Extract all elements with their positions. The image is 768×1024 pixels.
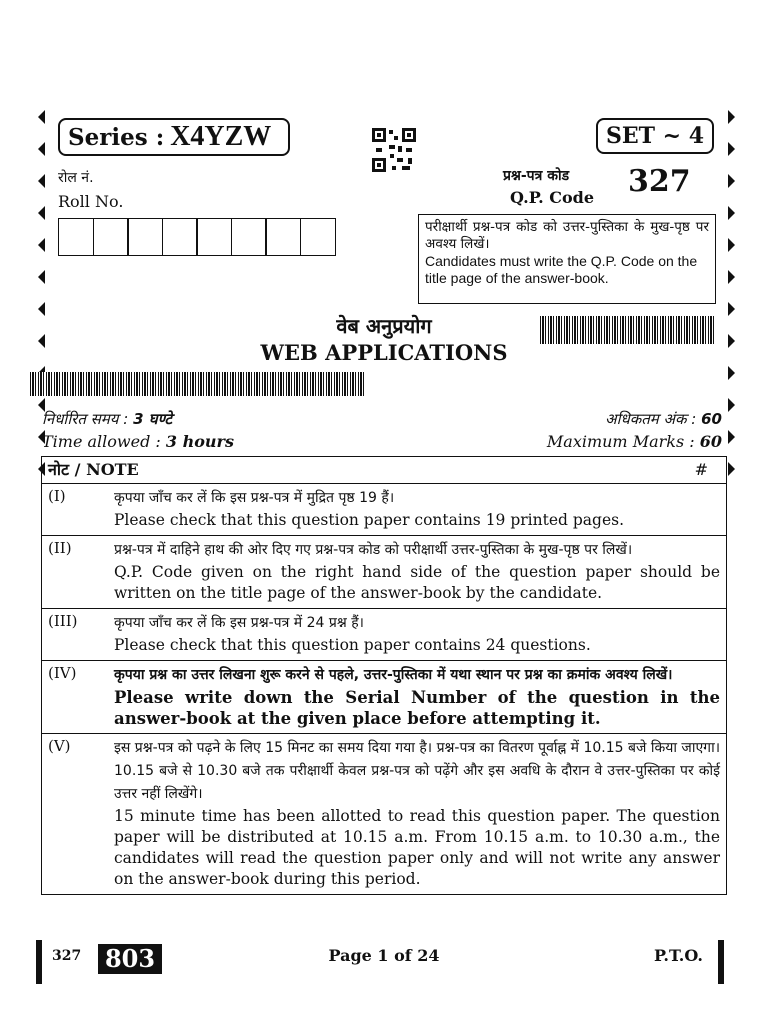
- barcode-left: [30, 372, 366, 396]
- note-item-hi: कृपया प्रश्न का उत्तर लिखना शुरू करने से पहले, उत्तर-पुस्तिका में यथा स्थान पर प्रश्न का क्रमांक अवश्य लिखें।: [114, 667, 673, 683]
- roll-no-box[interactable]: [58, 218, 94, 256]
- note-item-number: (V): [48, 737, 71, 755]
- max-marks-hi: [605, 409, 722, 429]
- series-box: [58, 118, 290, 156]
- footer-code: 327: [52, 948, 82, 964]
- roll-no-box[interactable]: [265, 218, 301, 256]
- time-en-value: 3 hours: [165, 432, 234, 451]
- note-item: [42, 661, 726, 734]
- note-item: [42, 734, 726, 894]
- note-heading-text: नोट / NOTE: [48, 460, 139, 479]
- note-item-en: Please check that this question paper contains 24 questions.: [114, 636, 591, 654]
- time-en-label: Time allowed :: [42, 432, 161, 451]
- series-label: Series :: [68, 123, 165, 151]
- note-item: [42, 609, 726, 661]
- note-item-en: 15 minute time has been allotted to read this question paper. The question paper will be distributed at 10.15 a.m. From 10.15 a.m. to 10.30 a.m., the candidates will read the question paper only and will not write any answer on the answer-book during this period.: [114, 807, 720, 888]
- roll-no-box[interactable]: [231, 218, 267, 256]
- qr-code-icon: [372, 128, 416, 172]
- roll-no-box[interactable]: [127, 218, 163, 256]
- max-marks-en: [547, 432, 722, 451]
- qp-code-notice: [418, 214, 716, 304]
- note-item-number: (III): [48, 612, 78, 630]
- qp-code-value: 327: [628, 164, 691, 199]
- note-item-en: Please write down the Serial Number of the question in the answer-book at the given place before attempting it.: [114, 688, 720, 728]
- marks-hi-label: अधिकतम अंक :: [605, 410, 697, 428]
- marks-en-label: Maximum Marks :: [546, 432, 695, 451]
- marks-hi-value: 60: [701, 410, 722, 428]
- roll-no-label-en: Roll No.: [58, 192, 124, 211]
- page-number: Page 1 of 24: [328, 946, 440, 965]
- qp-code-label-en: Q.P. Code: [510, 188, 595, 207]
- note-item: [42, 484, 726, 536]
- time-allowed-en: [42, 432, 234, 451]
- roll-no-boxes[interactable]: [58, 218, 334, 256]
- note-item-en: Please check that this question paper contains 19 printed pages.: [114, 511, 625, 529]
- footer-bar-right: [718, 940, 724, 984]
- note-table: [41, 456, 727, 895]
- note-item-hi: प्रश्न-पत्र में दाहिने हाथ की ओर दिए गए प्रश्न-पत्र कोड को परीक्षार्थी उत्तर-पुस्तिका के मुख-पृष्ठ पर लिखें।: [114, 542, 633, 558]
- note-heading: [42, 457, 726, 484]
- note-hash: #: [694, 460, 708, 479]
- note-item-hi: कृपया जाँच कर लें कि इस प्रश्न-पत्र में मुद्रित पृष्ठ 19 हैं।: [114, 490, 395, 506]
- note-item-number: (I): [48, 487, 66, 505]
- note-item: [42, 536, 726, 609]
- marks-en-value: 60: [699, 432, 722, 451]
- note-item-number: (IV): [48, 664, 77, 682]
- time-hi-label: निर्धारित समय :: [42, 410, 129, 428]
- time-allowed-hi: [42, 409, 172, 429]
- page-footer: [0, 940, 768, 984]
- series-code: X4YZW: [170, 121, 272, 152]
- note-item-en: Q.P. Code given on the right hand side of the question paper should be written on the title page of the answer-book by the candidate.: [114, 563, 720, 602]
- set-badge: SET ~ 4: [596, 118, 714, 154]
- roll-no-label-hi: रोल नं.: [58, 170, 94, 186]
- roll-no-box[interactable]: [93, 218, 129, 256]
- note-item-number: (II): [48, 539, 72, 557]
- notice-en: Candidates must write the Q.P. Code on the title page of the answer-book.: [425, 253, 698, 286]
- note-item-hi: कृपया जाँच कर लें कि इस प्रश्न-पत्र में 24 प्रश्न हैं।: [114, 615, 364, 631]
- footer-box-code: 803: [98, 944, 162, 974]
- notice-hi: परीक्षार्थी प्रश्न-पत्र कोड को उत्तर-पुस्तिका के मुख-पृष्ठ पर अवश्य लिखें।: [425, 219, 709, 252]
- roll-no-box[interactable]: [300, 218, 336, 256]
- roll-no-box[interactable]: [162, 218, 198, 256]
- note-item-hi: इस प्रश्न-पत्र को पढ़ने के लिए 15 मिनट का समय दिया गया है। प्रश्न-पत्र का वितरण पूर्वाह्न में 10.15 बजे किया जाएगा। 10.15 बजे से 10.30 बजे तक परीक्षार्थी केवल प्रश्न-पत्र को पढ़ेंगे और इस अवधि के दौरान वे उत्तर-पुस्तिका पर कोई उत्तर नहीं लिखेंगे।: [114, 740, 720, 802]
- pto-label: P.T.O.: [654, 946, 703, 965]
- roll-no-box[interactable]: [196, 218, 232, 256]
- qp-code-label-hi: प्रश्न-पत्र कोड: [503, 168, 570, 184]
- time-hi-value: 3 घण्टे: [133, 410, 173, 428]
- subject-title-hi: वेब अनुप्रयोग: [336, 314, 432, 338]
- subject-title-en: WEB APPLICATIONS: [260, 340, 508, 365]
